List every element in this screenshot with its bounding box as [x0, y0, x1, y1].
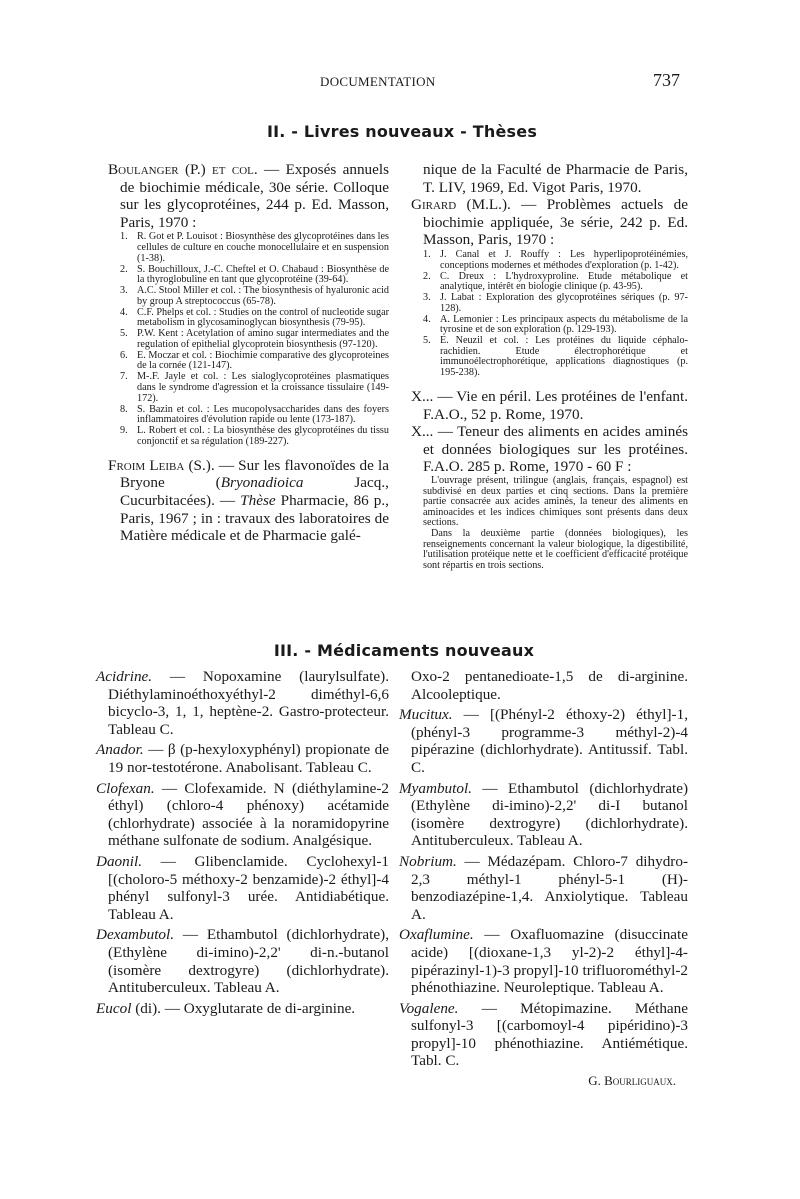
contents-item-6 [120, 351, 389, 372]
contents-item-4 [120, 308, 389, 329]
contents-item-4 [423, 315, 688, 336]
drugs-left-column [96, 668, 389, 1020]
drug-name: Dexambutol. [96, 926, 175, 944]
thesis-label: Thèse [240, 491, 276, 509]
author-signature [399, 1073, 688, 1089]
drug-name: Eucol [96, 999, 132, 1017]
running-title: DOCUMENTATION [320, 74, 436, 89]
item-text: C. Dreux : L'hydroxyproline. Etude métabolique et analytique, intérêt en biologie clinique (p. 43-95). [440, 270, 688, 293]
contents-item-2 [120, 265, 389, 286]
item-text: J. Labat : Exploration des glycoprotéines sériques (p. 97-128). [440, 292, 688, 314]
item-number: 1. [423, 248, 431, 260]
drug-description: — Ethambutol (dichlorhydrate), (Ethylène di-imino)-2,2' di-n.-butanol (isomère dextrogyre) (dichlorhydrate). Antituberculeux. Tableau A. [108, 926, 389, 997]
contents-item-1 [120, 232, 389, 264]
item-text: L. Robert et col. : La biosynthèse des glycoprotéines du tissu conjonctif et sa régulation (189-227). [137, 425, 389, 447]
book-entry-fao-1: X... — Vie en péril. Les protéines de l'enfant. F.A.O., 52 p. Rome, 1970. [411, 388, 688, 423]
books-right-column [411, 161, 688, 571]
contents-item-8 [120, 405, 389, 426]
item-text: J. Canal et J. Rouffy : Les hyperlipoprotéinémies, conceptions modernes et méthodes d'exploration (p. 1-42). [440, 248, 688, 271]
drug-name: Oxaflumine. [399, 926, 474, 944]
drug-description: — Médazépam. Chloro-7 dihydro-2,3 méthyl-1 phényl-5-1 (H)- benzodiazépine-1,4. Anxiolytique. Tableau A. [411, 852, 689, 923]
item-text: M-.F. Jayle et col. : Les sialoglycoprotéines plasmatiques dans le syndrome d'agression et la croissance tissulaire (149-172). [137, 371, 389, 404]
item-number: 2. [423, 270, 431, 282]
contents-item-3 [120, 286, 389, 307]
item-text: E. Neuzil et col. : Les protéines du liquide céphalo-rachidien. Etude électrophorétique et immunoélectrophorétique, applications diagnostiques (p. 195-238). [440, 335, 688, 379]
drug-entry [399, 1000, 688, 1070]
item-text: S. Bazin et col. : Les mucopolysaccharides dans des foyers inflammatoires d'évolution rapide ou lente (173-187). [137, 403, 389, 426]
drug-name: Acidrine. [96, 668, 153, 685]
signature-text: G. Bourliguaux. [588, 1073, 676, 1089]
item-number: 9. [120, 425, 128, 437]
books-left-column [108, 161, 389, 545]
item-number: 3. [423, 292, 431, 304]
drug-entry [96, 741, 389, 776]
item-text: R. Got et P. Louisot : Biosynthèse des glycoprotéines dans les cellules de culture en couche monocellulaire et en suspension (1-38). [137, 231, 389, 264]
entry-author: Girard (M.L.). [411, 196, 511, 214]
page-number: 737 [653, 70, 680, 90]
item-number: 2. [120, 263, 128, 275]
entry-author: Boulanger (P.) et col. [108, 161, 258, 178]
drug-entry [96, 780, 389, 850]
entry-description: — Sur les flavonoïdes de la Bryone ( [120, 456, 390, 492]
item-number: 6. [120, 349, 128, 361]
contents-list [423, 250, 688, 379]
item-number: 4. [423, 313, 431, 325]
contents-item-1 [423, 250, 688, 271]
item-number: 8. [120, 403, 128, 415]
abstract-paragraph: L'ouvrage présent, trilingue (anglais, français, espagnol) est subdivisé en deux parties et cinq sections. Dans la première partie consacrée aux acides aminés, la teneur des aliments en aminoacides et les indices chimiques sont présents dans deux sections. [423, 475, 688, 529]
drug-entry [96, 668, 389, 738]
drug-description: — Ethambutol (dichlorhydrate) (Ethylène di-imino)-2,2' di-I butanol (isomère dextrogyre) (dichlorhydrate). Antituberculeux. Tableau A. [411, 779, 689, 850]
drug-entry [96, 1000, 389, 1018]
drug-description: — [(Phényl-2 éthoxy-2) éthyl]-1, (phényl-3 programme-3 méthyl-2)-4 pipérazine (dichlorhydrate). Antitussif. Tabl. C. [411, 706, 688, 776]
entry-continuation: nique de la Faculté de Pharmacie de Paris, T. LIV, 1969, Ed. Vigot Paris, 1970. [423, 161, 688, 196]
item-number: 7. [120, 371, 128, 383]
contents-item-5 [120, 329, 389, 350]
drug-description: — β (p-hexyloxyphényl) propionate de 19 nor-testotérone. Anabolisant. Tableau C. [108, 741, 389, 776]
item-text: E. Moczar et col. : Biochimie comparative des glycoproteines de la cornée (121-147). [137, 349, 389, 372]
contents-list [120, 232, 389, 447]
drug-name: Myambutol. [399, 779, 472, 797]
section-title-books: II. - Livres nouveaux - Thèses [266, 122, 538, 141]
drug-name: Clofexan. [96, 779, 155, 797]
drug-name: Anador. [96, 741, 144, 759]
entry-description-end: Pharmacie, 86 p., Paris, 1967 ; in : travaux des laboratoires de Matière médicale et de Pharmacie galé- [120, 491, 389, 545]
drug-entry [96, 853, 389, 923]
drug-description: — Nopoxamine (laurylsulfate). Diéthylaminoéthoxyéthyl-2 diméthyl-6,6 bicyclo-3, 1, 1, heptène-2. Gastro-protecteur. Tableau C. [108, 668, 389, 738]
drug-entry [96, 926, 389, 996]
drug-entry [399, 706, 688, 776]
contents-item-7 [120, 372, 389, 404]
item-number: 5. [120, 328, 128, 340]
drug-entry [399, 926, 688, 996]
item-text: S. Bouchilloux, J.-C. Cheftel et O. Chabaud : Biosynthèse de la thyroglobuline en tant que glycoprotéine (39-64). [137, 263, 389, 286]
entry-description: — Exposés annuels de biochimie médicale, 30e série. Colloque sur les glycoprotéines, 244 p. Ed. Masson, Paris, 1970 : [120, 161, 389, 231]
contents-item-5 [423, 336, 688, 378]
item-number: 5. [423, 335, 431, 347]
book-entry-girard [411, 196, 688, 249]
drug-entry-continuation: Oxo-2 pentanedioate-1,5 de di-arginine. Alcooleptique. [411, 668, 688, 703]
contents-item-9 [120, 426, 389, 447]
entry-author: Froim Leiba (S.). [108, 456, 215, 474]
item-text: P.W. Kent : Acetylation of amino sugar intermediates and the regulation of epithelial glycoprotein biosynthesis (97-120). [137, 328, 389, 350]
book-entry-fao-2: X... — Teneur des aliments en acides aminés et données biologiques sur les protéines. F.A.O. 285 p. Rome, 1970 - 60 F : [411, 423, 688, 476]
drug-name: Daonil. [96, 852, 142, 870]
item-number: 1. [120, 231, 128, 243]
book-abstract [423, 476, 688, 571]
contents-item-2 [423, 272, 688, 293]
abstract-paragraph: Dans la deuxième partie (données biologiques), les renseignements concernant la valeur biologique, la digestibilité, l'utilisation protéique nette et le coefficient d'efficacité protéique sont répartis en trois sections. [423, 527, 688, 571]
entry-description-cont: Jacq., Cucurbitacées). — [120, 474, 389, 509]
section-title-drugs: III. - Médicaments nouveaux [273, 641, 535, 660]
item-number: 4. [120, 306, 128, 318]
entry-description: — Problèmes actuels de biochimie appliquée, 3e série, 242 p. Ed. Masson, Paris, 1970 : [423, 196, 688, 249]
drug-name: Mucitux. [399, 706, 453, 724]
book-entry-froim-leiba [108, 457, 389, 545]
item-text: C.F. Phelps et col. : Studies on the control of nucleotide sugar metabolism in glycosaminoglycan biosynthesis (79-95). [137, 306, 389, 329]
drug-description: — Oxafluomazine (disuccinate acide) [(dioxane-1,3 yl-2)-2 éthyl]-4-pipérazinyl-1)-3 propyl]-10 trifluorométhyl-2 phénothiazine. Neuroleptique. Tableau A. [411, 926, 688, 997]
drug-name: Nobrium. [399, 852, 457, 870]
item-text: A.C. Stool Miller et col. : The biosynthesis of hyaluronic acid by group A streptococcus (65-78). [137, 285, 389, 307]
drug-description: — Glibenclamide. Cyclohexyl-1 [(choloro-5 méthoxy-2 benzamide)-2 éthyl]-4 phényl sulfonyl-3 urée. Antidiabétique. Tableau A. [108, 852, 390, 923]
species-name: Bryonadioica [220, 474, 304, 492]
drug-entry [399, 780, 688, 850]
contents-item-3 [423, 293, 688, 314]
drugs-right-column [399, 668, 688, 1089]
item-number: 3. [120, 285, 128, 297]
drug-description: — Clofexamide. N (diéthylamine-2 éthyl) (chloro-4 phénoxy) acétamide (chlorhydrate) associée à la noramidopyrine méthane sulfonate de sodium. Analgésique. [108, 779, 390, 850]
drug-description: (di). — Oxyglutarate de di-arginine. [135, 999, 356, 1017]
drug-name: Vogalene. [399, 999, 459, 1017]
drug-entry [399, 853, 688, 923]
item-text: A. Lemonier : Les principaux aspects du métabolisme de la tyrosine et de son exploration (p. 129-193). [440, 313, 688, 336]
book-entry-boulanger [108, 161, 389, 231]
drug-description: — Métopimazine. Méthane sulfonyl-3 [(carbomoyl-4 pipéridino)-3 propyl]-10 phénothiazine. Antiémétique. Tabl. C. [411, 999, 689, 1070]
